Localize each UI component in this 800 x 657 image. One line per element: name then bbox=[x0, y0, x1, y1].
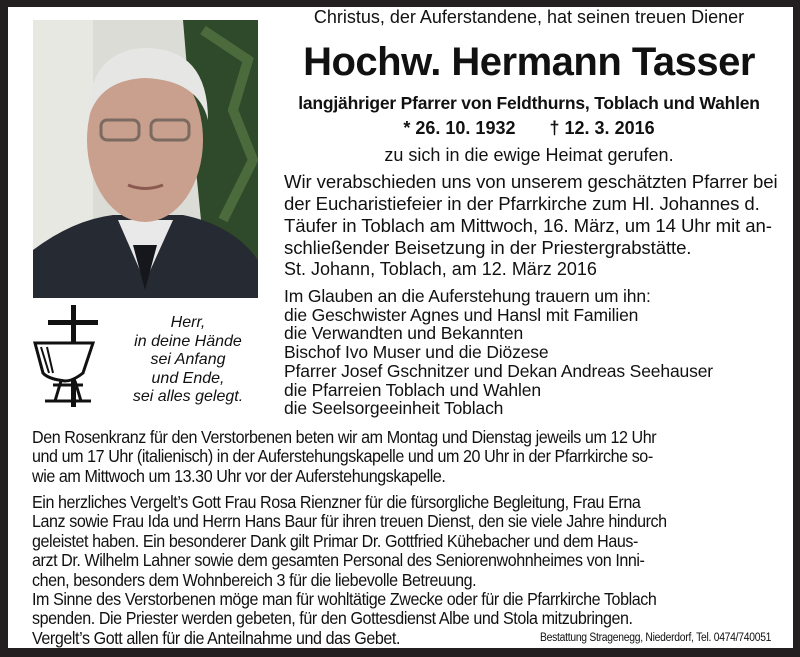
rosary-line: und um 17 Uhr (italienisch) in der Auferstehungskapelle und um 20 Uhr in der Pfarrkirche so- bbox=[32, 446, 653, 467]
rosary-line: Den Rosenkranz für den Verstorbenen beten wir am Montag und Dienstag jeweils um 12 Uhr bbox=[32, 427, 657, 447]
mourner-line: die Verwandten und Bekannten bbox=[284, 323, 524, 344]
death-date: † 12. 3. 2016 bbox=[549, 118, 655, 138]
thanks-text bbox=[32, 493, 792, 648]
cross-chalice-icon bbox=[33, 305, 103, 412]
quote-line: Herr, bbox=[170, 314, 206, 331]
deceased-name: Hochw. Hermann Tasser bbox=[303, 40, 755, 84]
mourner-line: die Pfarreien Toblach und Wahlen bbox=[284, 379, 541, 400]
quote-line: und Ende, bbox=[151, 369, 225, 387]
quote-line: sei alles gelegt. bbox=[132, 388, 244, 405]
thanks-line: geleistet haben. Ein besonderer Dank gilt Primar Dr. Gottfried Kühebacher und dem Haus- bbox=[32, 530, 638, 551]
mourner-line: die Geschwister Agnes und Hansl mit Familien bbox=[284, 304, 639, 325]
portrait-photo bbox=[33, 20, 258, 298]
funeral-line: der Eucharistiefeier in der Pfarrkirche zum Hl. Johannes d. bbox=[284, 193, 760, 214]
bible-quote bbox=[118, 314, 258, 407]
mourner-line: Pfarrer Josef Gschnitzer und Dekan Andreas Seehauser bbox=[284, 360, 713, 381]
funeral-line: schließender Beisetzung in der Priestergrabstätte. bbox=[284, 237, 692, 258]
mourner-line: die Seelsorgeeinheit Toblach bbox=[284, 398, 504, 419]
quote-line: in deine Hände bbox=[134, 332, 242, 350]
life-dates bbox=[278, 118, 780, 139]
funeral-line: Wir verabschieden uns von unserem geschätzten Pfarrer bei bbox=[284, 171, 778, 192]
intro-text: Christus, der Auferstandene, hat seinen treuen Diener bbox=[313, 7, 745, 27]
quote-line: sei Anfang bbox=[150, 351, 226, 368]
thanks-line: Ein herzliches Vergelt’s Gott Frau Rosa Rienzner für die fürsorgliche Begleitung, Frau Erna bbox=[32, 492, 641, 512]
funeral-line: Täufer in Toblach am Mittwoch, 16. März, um 14 Uhr mit an- bbox=[284, 215, 772, 236]
deceased-role: langjähriger Pfarrer von Feldthurns, Toblach und Wahlen bbox=[298, 93, 760, 113]
thanks-line: arzt Dr. Wilhelm Lahner sowie dem gesamten Personal des Seniorenwohnheimes von Inni- bbox=[32, 550, 645, 571]
place-date: St. Johann, Toblach, am 12. März 2016 bbox=[284, 259, 597, 279]
birth-date: * 26. 10. 1932 bbox=[403, 118, 516, 138]
mourner-line: Bischof Ivo Muser und die Diözese bbox=[284, 342, 549, 363]
thanks-line: chen, besonders dem Wohnbereich 3 für die liebevolle Betreuung. bbox=[32, 569, 477, 590]
funeral-info bbox=[284, 171, 777, 259]
thanks-line: Vergelt’s Gott allen für die Anteilnahme und das Gebet. bbox=[32, 627, 401, 648]
mourners-list bbox=[284, 287, 713, 418]
funeral-home-credit: Bestattung Stragenegg, Niederdorf, Tel. 0474/740051 bbox=[540, 632, 772, 644]
mourner-line: Im Glauben an die Auferstehung trauern um ihn: bbox=[284, 286, 651, 306]
thanks-line: Im Sinne des Verstorbenen möge man für wohltätige Zwecke oder für die Pfarrkirche Toblach bbox=[32, 589, 657, 610]
thanks-line: spenden. Die Priester werden gebeten, für den Gottesdienst Albe und Stola mitzubringen. bbox=[32, 608, 633, 629]
rosary-info bbox=[32, 428, 792, 486]
called-home-text: zu sich in die ewige Heimat gerufen. bbox=[384, 145, 674, 165]
rosary-line: wie am Mittwoch um 13.30 Uhr vor der Auferstehungskapelle. bbox=[32, 465, 446, 486]
thanks-line: Lanz sowie Frau Ida und Herrn Hans Baur für ihren treuen Dienst, den sie viele Jahre hindurch bbox=[32, 511, 667, 532]
